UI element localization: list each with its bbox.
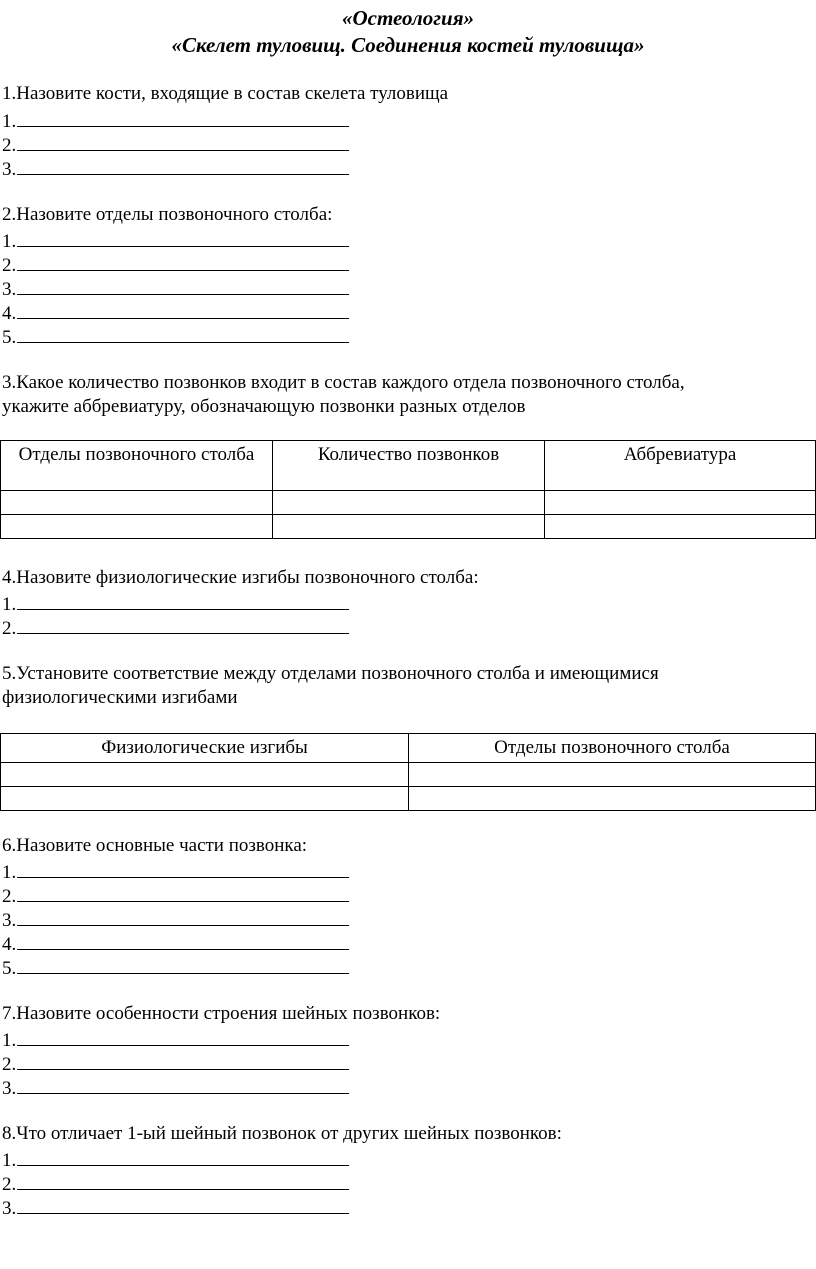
table-cell[interactable] (545, 491, 816, 515)
answer-line[interactable] (2, 614, 349, 638)
question-1: 1.Назовите кости, входящие в состав скелета туловища (2, 83, 449, 104)
answer-blank[interactable] (17, 131, 349, 151)
answer-number: 3. (2, 159, 17, 180)
answer-blank[interactable] (17, 906, 349, 926)
table-header: Отделы позвоночного столба (1, 441, 273, 491)
answer-number: 3. (2, 1198, 17, 1219)
vertebrae-count-table (0, 440, 816, 539)
answer-number: 5. (2, 958, 17, 979)
table-cell[interactable] (1, 491, 273, 515)
question-5-line1: 5.Установите соответствие между отделами позвоночного столба и имеющимися (2, 663, 659, 684)
table-cell[interactable] (1, 787, 409, 811)
answer-line[interactable] (2, 323, 349, 347)
answer-number: 2. (2, 1174, 17, 1195)
answer-line[interactable] (2, 1074, 349, 1098)
answer-number: 4. (2, 934, 17, 955)
answer-line[interactable] (2, 227, 349, 251)
answer-number: 2. (2, 255, 17, 276)
answer-number: 2. (2, 886, 17, 907)
answer-blank[interactable] (17, 275, 349, 295)
table-cell[interactable] (409, 787, 816, 811)
answer-line[interactable] (2, 906, 349, 930)
answer-number: 3. (2, 279, 17, 300)
answer-line[interactable] (2, 107, 349, 131)
answer-blank[interactable] (17, 1146, 349, 1166)
answer-blank[interactable] (17, 1194, 349, 1214)
question-4: 4.Назовите физиологические изгибы позвоночного столба: (2, 567, 479, 588)
answer-line[interactable] (2, 1194, 349, 1218)
answer-line[interactable] (2, 858, 349, 882)
answer-line[interactable] (2, 155, 349, 179)
title-topic: «Остеология» (341, 6, 475, 30)
question-8: 8.Что отличает 1-ый шейный позвонок от других шейных позвонков: (2, 1123, 562, 1144)
answer-number: 1. (2, 1030, 17, 1051)
question-3-line2: укажите аббревиатуру, обозначающую позвонки разных отделов (2, 396, 526, 417)
answer-blank[interactable] (17, 323, 349, 343)
answer-blank[interactable] (17, 858, 349, 878)
answer-blank[interactable] (17, 155, 349, 175)
answer-blank[interactable] (17, 1026, 349, 1046)
answer-blank[interactable] (17, 614, 349, 634)
table-header: Физиологические изгибы (1, 734, 409, 763)
answer-blank[interactable] (17, 1170, 349, 1190)
answer-number: 1. (2, 862, 17, 883)
answer-line[interactable] (2, 1050, 349, 1074)
answer-number: 2. (2, 135, 17, 156)
answer-blank[interactable] (17, 1050, 349, 1070)
table-header: Аббревиатура (545, 441, 816, 491)
table-header: Количество позвонков (273, 441, 545, 491)
answer-line[interactable] (2, 275, 349, 299)
answer-line[interactable] (2, 954, 349, 978)
table-cell[interactable] (273, 515, 545, 539)
table-header: Отделы позвоночного столба (409, 734, 816, 763)
answer-line[interactable] (2, 1026, 349, 1050)
question-7: 7.Назовите особенности строения шейных позвонков: (2, 1003, 441, 1024)
answer-line[interactable] (2, 590, 349, 614)
answer-blank[interactable] (17, 590, 349, 610)
question-5-line2: физиологическими изгибами (2, 687, 238, 708)
answer-number: 4. (2, 303, 17, 324)
answer-number: 1. (2, 111, 17, 132)
table-cell[interactable] (1, 515, 273, 539)
answer-line[interactable] (2, 1170, 349, 1194)
table-cell[interactable] (273, 491, 545, 515)
answer-number: 1. (2, 594, 17, 615)
question-3-line1: 3.Какое количество позвонков входит в состав каждого отдела позвоночного столба, (2, 372, 685, 393)
table-cell[interactable] (545, 515, 816, 539)
answer-blank[interactable] (17, 107, 349, 127)
answer-blank[interactable] (17, 227, 349, 247)
answer-number: 5. (2, 327, 17, 348)
answer-blank[interactable] (17, 954, 349, 974)
answer-number: 2. (2, 1054, 17, 1075)
table-cell[interactable] (1, 763, 409, 787)
answer-line[interactable] (2, 299, 349, 323)
answer-line[interactable] (2, 131, 349, 155)
answer-line[interactable] (2, 930, 349, 954)
question-2: 2.Назовите отделы позвоночного столба: (2, 204, 333, 225)
question-6: 6.Назовите основные части позвонка: (2, 835, 308, 856)
answer-number: 3. (2, 910, 17, 931)
answer-blank[interactable] (17, 299, 349, 319)
answer-blank[interactable] (17, 882, 349, 902)
answer-number: 1. (2, 231, 17, 252)
answer-blank[interactable] (17, 251, 349, 271)
answer-line[interactable] (2, 1146, 349, 1170)
curves-matching-table (0, 733, 816, 811)
answer-number: 1. (2, 1150, 17, 1171)
answer-number: 2. (2, 618, 17, 639)
answer-line[interactable] (2, 882, 349, 906)
table-cell[interactable] (409, 763, 816, 787)
answer-blank[interactable] (17, 930, 349, 950)
answer-number: 3. (2, 1078, 17, 1099)
answer-blank[interactable] (17, 1074, 349, 1094)
answer-line[interactable] (2, 251, 349, 275)
title-subtopic: «Скелет туловищ. Соединения костей туловища» (171, 33, 645, 57)
